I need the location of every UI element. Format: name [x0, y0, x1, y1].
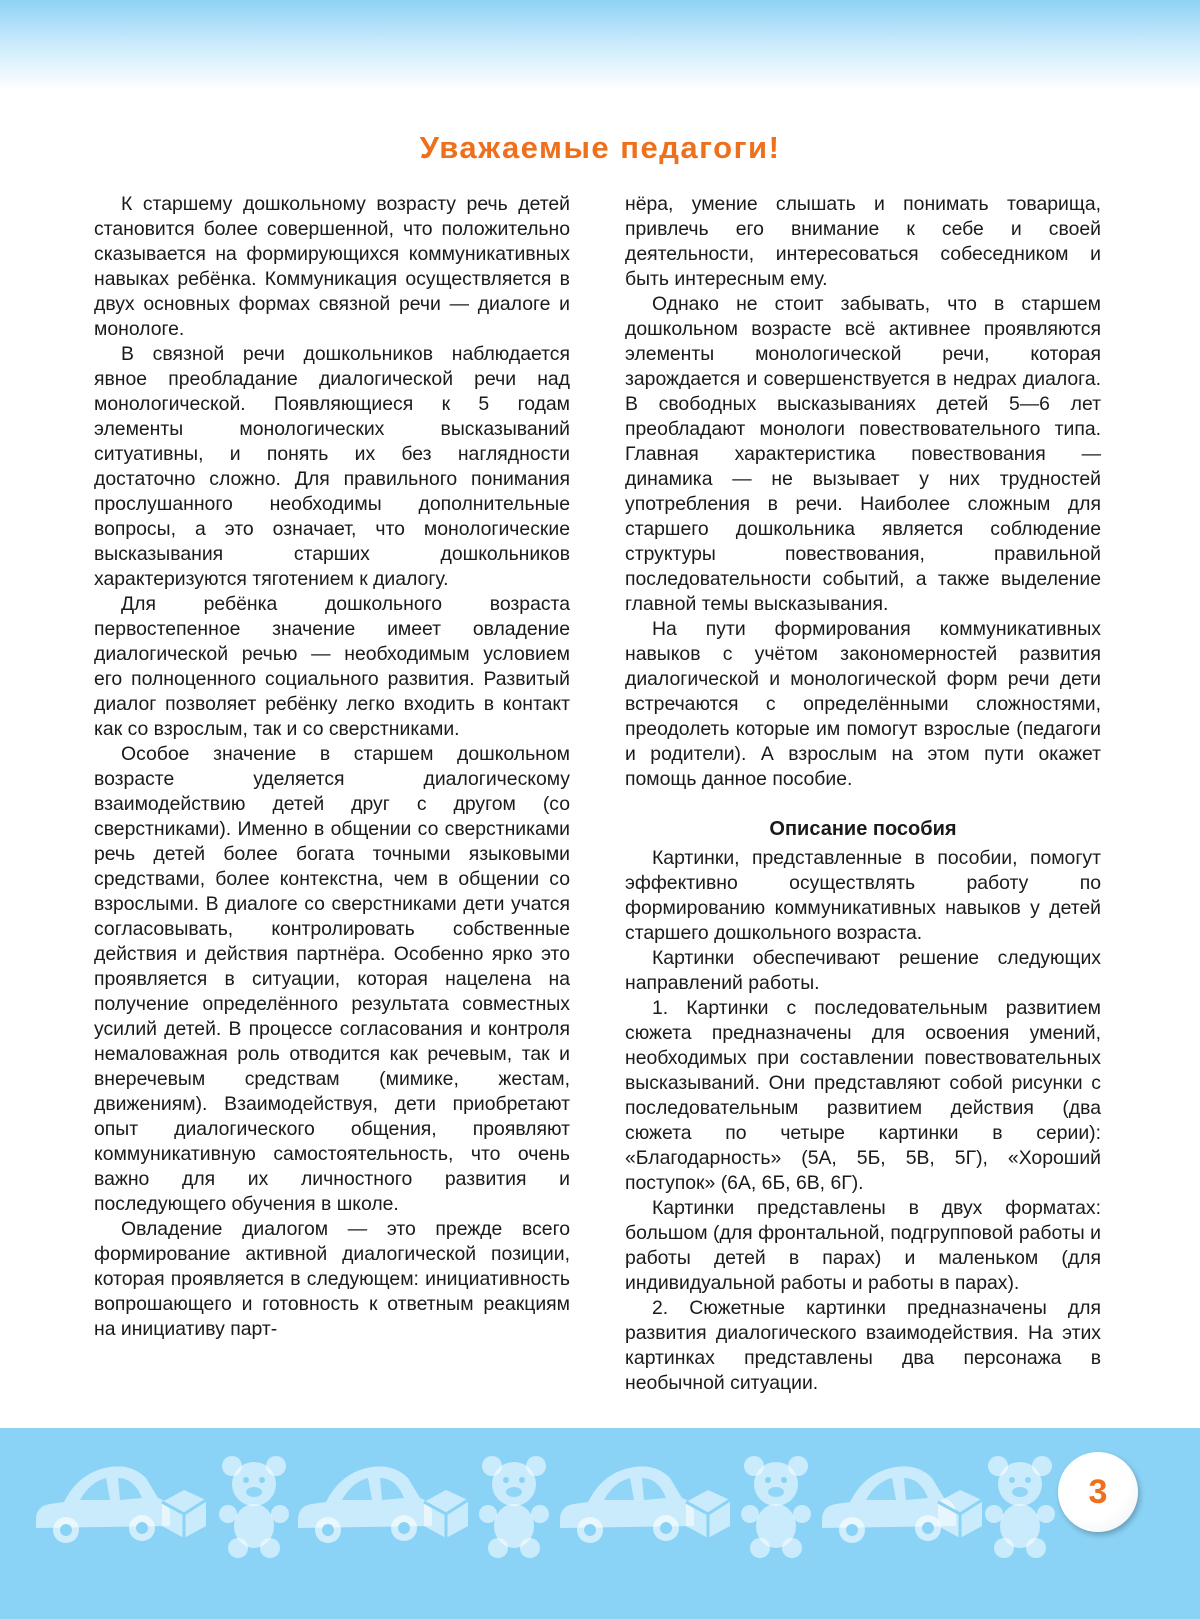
paragraph: В связной речи дошкольников наблюдается явное преобладание диалогической речи над монологической. Появляющиеся к 5 годам элементы монологических высказываний ситуативны, и понять их без наглядности достаточно сложно. Для правильного понимания прослушанного необходимы дополнительные вопросы, а это означает, что монологические высказывания старших дошкольников характеризуются тяготением к диалогу. [94, 343, 570, 590]
car-icon [822, 1466, 956, 1543]
car-icon [560, 1466, 694, 1543]
footer-pattern [0, 1428, 1200, 1619]
paragraph: Для ребёнка дошкольного возраста первостепенное значение имеет овладение диалогической речью — необходимым условием его полноценного социального развития. Развитый диалог позволяет ребёнку легко входить в контакт как со взрослым, так и со сверстниками. [94, 593, 570, 740]
car-icon [298, 1466, 432, 1543]
page-title: Уважаемые педагоги! [419, 130, 781, 165]
paragraph: 1. Картинки с последовательным развитием сюжета предназначены для освоения умений, необходимых при составлении повествовательных высказываний. Они представляют собой рисунки с последовательным развитием действия (два сюжета по четыре картинки в серии): «Благодарность» (5А, 5Б, 5В, 5Г), «Хороший поступок» (6А, 6Б, 6В, 6Г). [625, 997, 1101, 1194]
footer-decor-band [0, 1428, 1200, 1619]
left-text-column [94, 192, 570, 1342]
header-gradient-band [0, 0, 1200, 90]
cube-icon [162, 1490, 206, 1538]
paragraph: Картинки представлены в двух форматах: большом (для фронтальной, подгрупповой работы и работы детей в парах) и маленьком (для индивидуальной работы и работы в парах). [625, 1197, 1101, 1294]
paragraph: Картинки обеспечивают решение следующих направлений работы. [625, 947, 1101, 994]
teddy-bear-icon [985, 1456, 1055, 1558]
paragraph: Картинки, представленные в пособии, помогут эффективно осуществлять работу по формированию коммуникативных навыков у детей старшего дошкольного возраста. [625, 847, 1101, 944]
paragraph: Овладение диалогом — это прежде всего формирование активной диалогической позиции, которая проявляется в следующем: инициативность вопрошающего и готовность к ответным реакциям на инициативу парт- [94, 1218, 570, 1340]
paragraph-continued: нёра, умение слышать и понимать товарища, привлечь его внимание к себе и своей деятельности, интересоваться собеседником и быть интересным ему. [625, 193, 1101, 290]
cube-icon [938, 1490, 982, 1538]
paragraph: На пути формирования коммуникативных навыков с учётом закономерностей развития диалогической и монологической форм речи дети встречаются с определёнными сложностями, преодолеть которые им помогут взрослые (педагоги и родители). А взрослым на этом пути окажет помощь данное пособие. [625, 618, 1101, 790]
section-heading: Описание пособия [769, 818, 957, 840]
cube-icon [424, 1490, 468, 1538]
car-icon [36, 1466, 170, 1543]
paragraph: К старшему дошкольному возрасту речь детей становится более совершенной, что положительно сказывается на формирующихся коммуникативных навыках ребёнка. Коммуникация осуществляется в двух основных формах связной речи — диалоге и монологе. [94, 193, 570, 340]
paragraph: Особое значение в старшем дошкольном возрасте уделяется диалогическому взаимодействию детей друг с другом (со сверстниками). Именно в общении со сверстниками речь детей более богата точными языковыми средствами, более контекстна, чем в общении со взрослыми. В диалоге со сверстниками дети учатся согласовывать, контролировать собственные действия и действия партнёра. Особенно ярко это проявляется в ситуации, которая нацелена на получение определённого результата совместных усилий детей. В процессе согласования и контроля немаловажная роль отводится как речевым, так и внеречевым средствам (мимике, жестам, движениям). Взаимодействуя, дети приобретают опыт диалогического общения, проявляют коммуникативную самостоятельность, что очень важно для их личностного развития и последующего обучения в школе. [94, 743, 570, 1215]
teddy-bear-icon [479, 1456, 549, 1558]
cube-icon [686, 1490, 730, 1538]
teddy-bear-icon [219, 1456, 289, 1558]
teddy-bear-icon [741, 1456, 811, 1558]
page-number: 3 [1058, 1452, 1138, 1532]
right-text-column [625, 192, 1101, 1396]
paragraph: 2. Сюжетные картинки предназначены для развития диалогического взаимодействия. На этих картинках представлены два персонажа в необычной ситуации. [625, 1297, 1101, 1394]
paragraph: Однако не стоит забывать, что в старшем дошкольном возрасте всё активнее проявляются элементы монологической речи, которая зарождается и совершенствуется в недрах диалога. В свободных высказываниях детей 5—6 лет преобладают монологи повествовательного типа. Главная характеристика повествования — динамика — не вызывает у них трудностей употребления в речи. Наиболее сложным для старшего дошкольника является соблюдение структуры повествования, правильной последовательности событий, а также выделение главной темы высказывания. [625, 293, 1101, 615]
